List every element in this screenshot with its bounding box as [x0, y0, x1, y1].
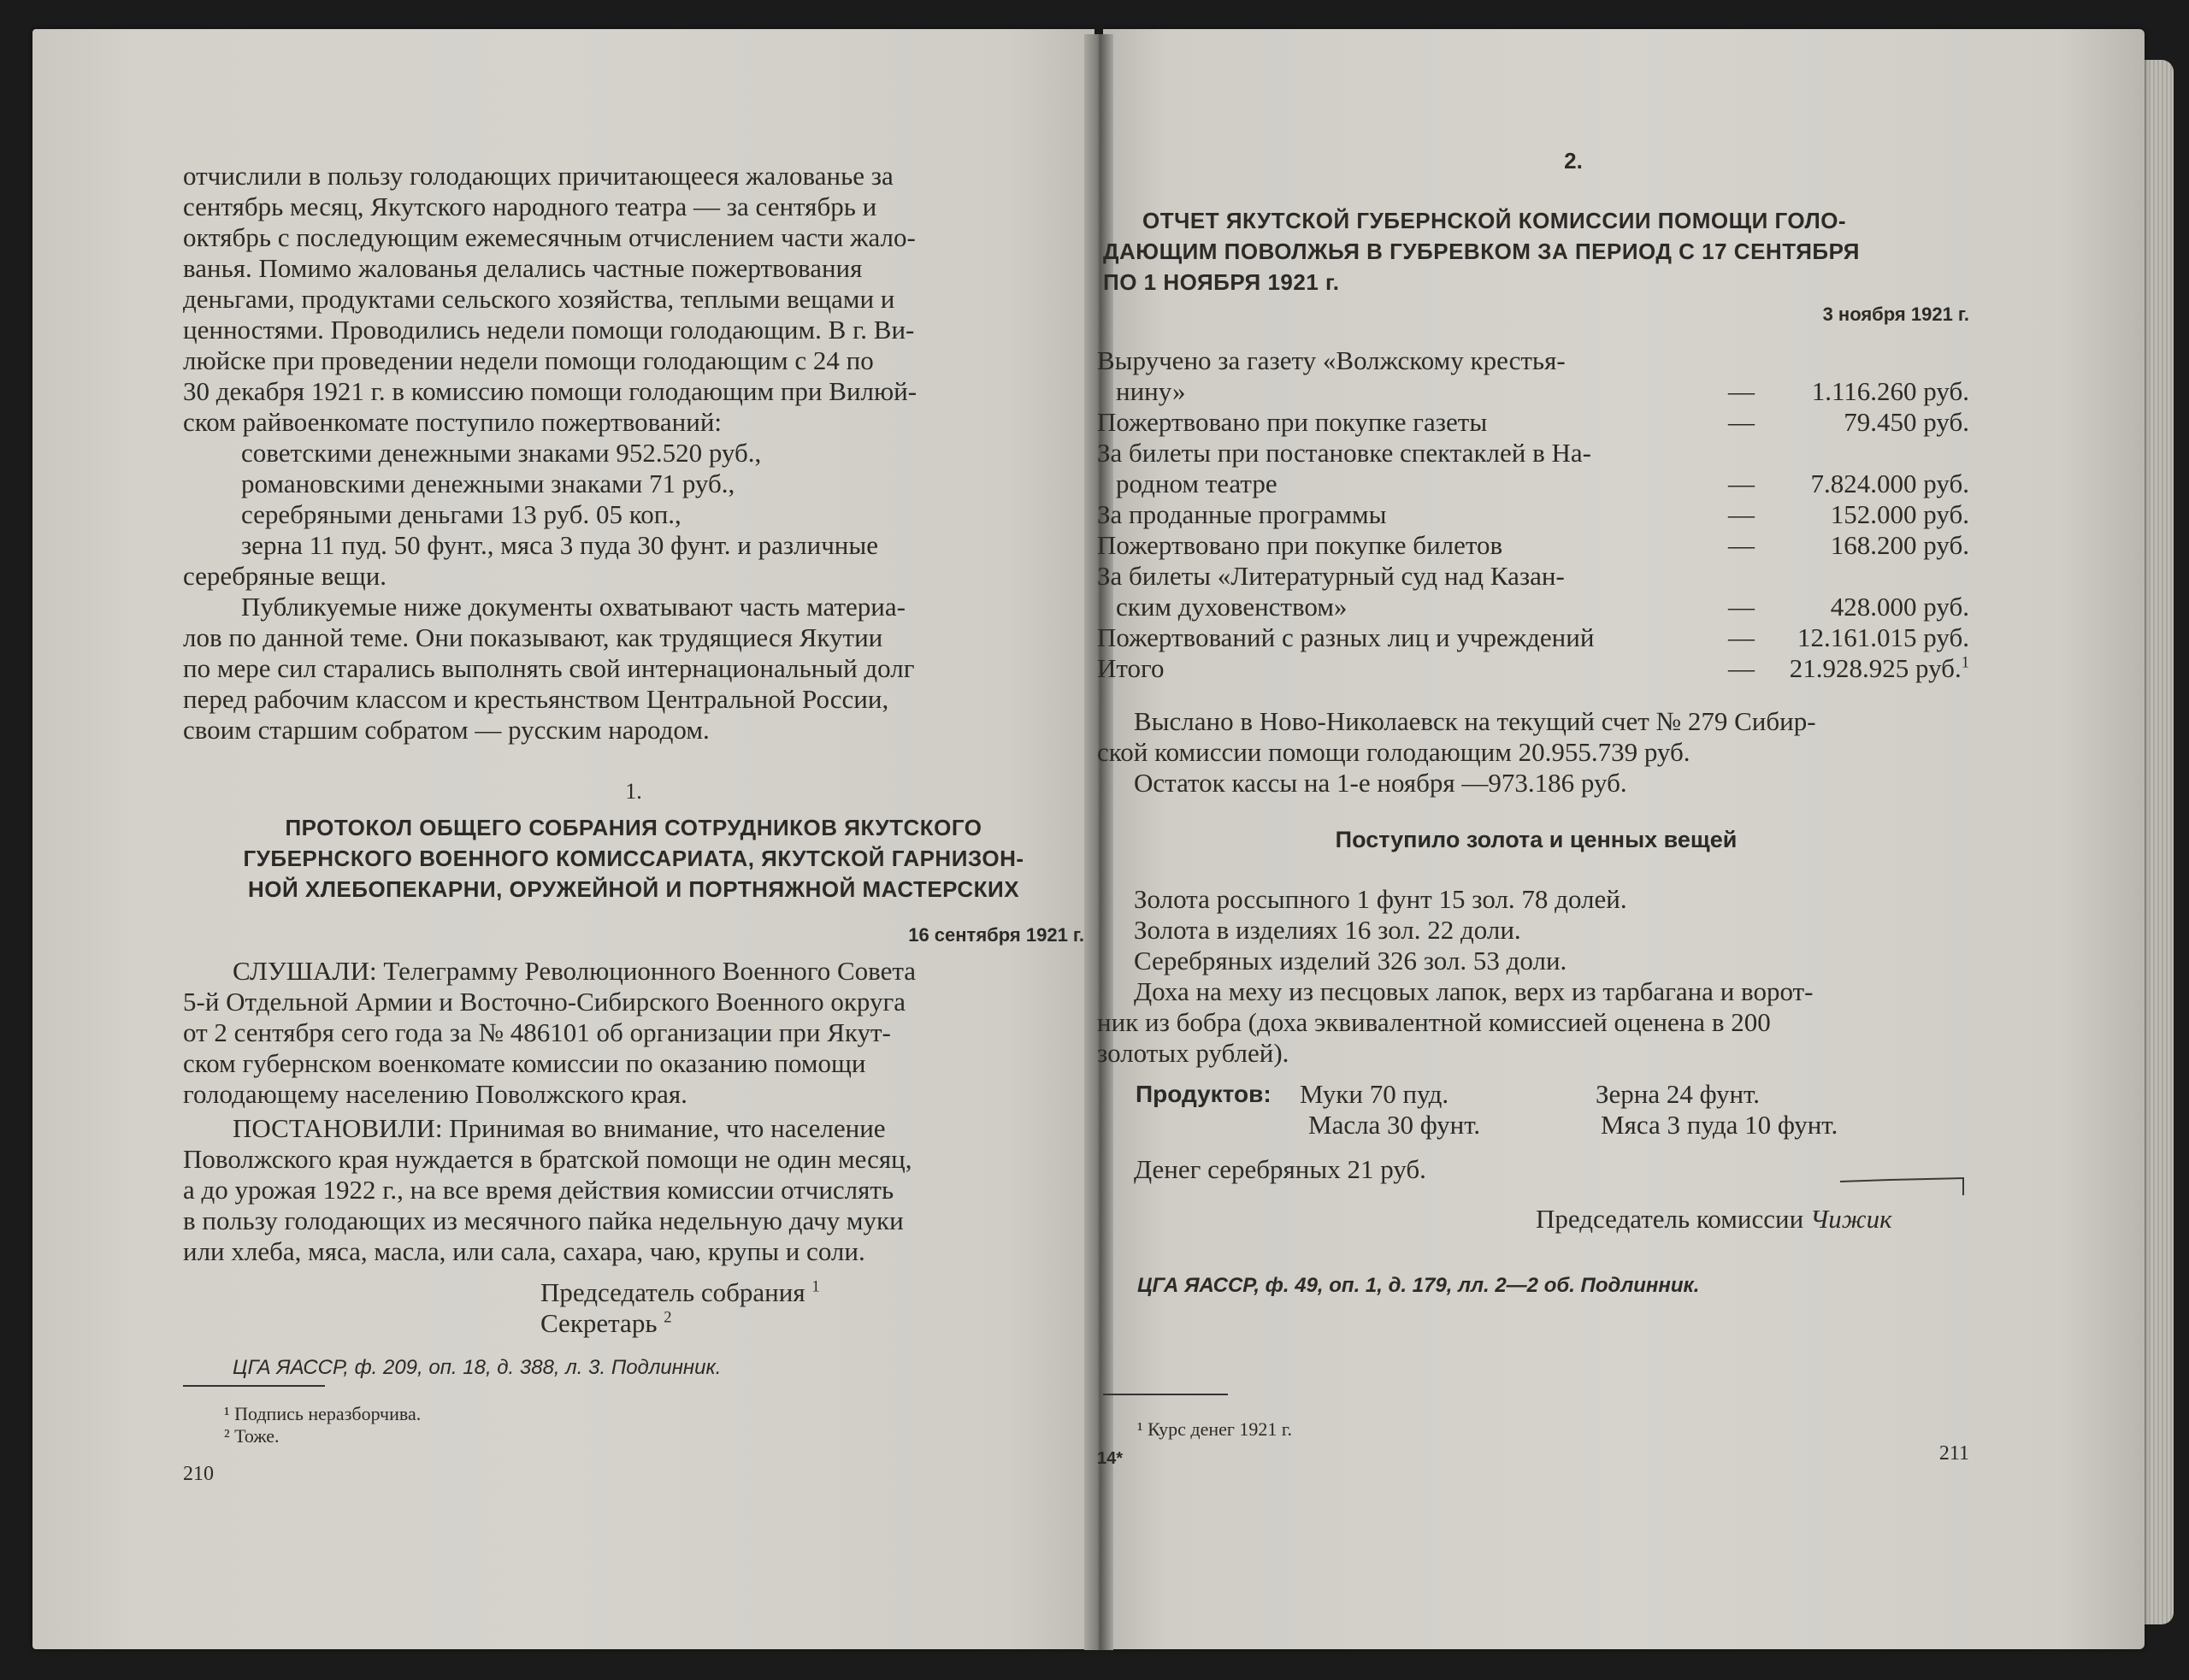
- text-line: Выслано в Ново-Николаевск на текущий счет № 279 Сибир-: [1134, 706, 1816, 736]
- text-line: Поволжского края нуждается в братской помощи не один месяц,: [183, 1144, 912, 1174]
- page-number: 211: [1938, 1442, 1969, 1465]
- row-dash: —: [1728, 407, 1755, 437]
- text-line: сентябрь месяц, Якутского народного театра — за сентябрь и: [183, 192, 877, 221]
- secretary-label: Секретарь: [540, 1308, 658, 1338]
- document-date: 3 ноября 1921 г.: [1822, 304, 1969, 325]
- text-line: Остаток кассы на 1-е ноября —973.186 руб.: [1134, 768, 1627, 798]
- chair-label: Председатель собрания: [540, 1277, 805, 1307]
- text-line: отчислили в пользу голодающих причитающееся жалованье за: [183, 161, 894, 191]
- row-amount: 12.161.015 руб.: [1797, 622, 1969, 652]
- row-label: Пожертвовано при покупке билетов: [1097, 530, 1503, 560]
- row-label: нину»: [1116, 376, 1186, 406]
- document-date: 16 сентября 1921 г.: [908, 924, 1084, 946]
- text-line: голодающему населению Поволжского края.: [183, 1079, 687, 1109]
- row-label: Выручено за газету «Волжскому крестья-: [1097, 345, 1566, 375]
- signature-mark: 14*: [1097, 1449, 1124, 1468]
- products-label: Продуктов:: [1136, 1081, 1272, 1107]
- gold-heading: Поступило золота и ценных вещей: [1335, 827, 1738, 852]
- document-number: 1.: [625, 779, 642, 804]
- product-item: Мяса 3 пуда 10 фунт.: [1601, 1110, 1838, 1140]
- row-dash: —: [1728, 469, 1755, 498]
- row-amount: 428.000 руб.: [1830, 592, 1969, 622]
- text-line: ском губернском военкомате комиссии по оказанию помощи: [183, 1048, 866, 1078]
- secretary-signature-line: [540, 1308, 672, 1339]
- row-dash: —: [1728, 592, 1755, 622]
- row-amount: 152.000 руб.: [1830, 499, 1969, 529]
- list-item: золотых рублей).: [1097, 1038, 1289, 1068]
- money-line: Денег серебряных 21 руб.: [1134, 1154, 1426, 1184]
- row-dash: —: [1728, 499, 1755, 529]
- product-item: Масла 30 фунт.: [1308, 1110, 1481, 1140]
- commission-chair-line: [1536, 1204, 1892, 1235]
- list-item: ник из бобра (доха эквивалентной комиссией оценена в 200: [1097, 1007, 1771, 1037]
- list-item: Серебряных изделий 326 зол. 53 доли.: [1134, 946, 1567, 976]
- title-line: НОЙ ХЛЕБОПЕКАРНИ, ОРУЖЕЙНОЙ И ПОРТНЯЖНОЙ МАСТЕРСКИХ: [247, 876, 1020, 902]
- text-line: 5-й Отдельной Армии и Восточно-Сибирского Военного округа: [183, 987, 906, 1017]
- signature-scribble: [1838, 1175, 1967, 1200]
- list-item: серебряные вещи.: [183, 561, 387, 591]
- text-line: 30 декабря 1921 г. в комиссию помощи голодающим при Вилюй-: [183, 376, 917, 406]
- chair-label: Председатель комиссии: [1536, 1204, 1804, 1234]
- text-line: лов по данной теме. Они показывают, как трудящиеся Якутии: [183, 622, 883, 652]
- document-number: 2.: [1564, 148, 1583, 174]
- chair-signature-line: [540, 1277, 820, 1308]
- row-label: Итого: [1097, 653, 1165, 683]
- row-dash: —: [1728, 376, 1755, 406]
- text-line: Публикуемые ниже документы охватывают часть материа-: [241, 592, 906, 622]
- text-line: по мере сил старались выполнять свой интернациональный долг: [183, 653, 915, 683]
- text-line: ской комиссии помощи голодающим 20.955.739 руб.: [1097, 737, 1690, 767]
- row-label: Пожертвований с разных лиц и учреждений: [1097, 622, 1595, 652]
- archive-source: ЦГА ЯАССР, ф. 209, оп. 18, д. 388, л. 3. Подлинник.: [233, 1356, 722, 1379]
- list-item: серебряными деньгами 13 руб. 05 коп.,: [241, 499, 681, 529]
- text-line: деньгами, продуктами сельского хозяйства, теплыми вещами и: [183, 284, 895, 314]
- row-amount: [1790, 653, 1969, 684]
- row-amount: 79.450 руб.: [1844, 407, 1969, 437]
- product-item: Муки 70 пуд.: [1300, 1079, 1449, 1109]
- chair-name: Чижик: [1809, 1204, 1892, 1234]
- page-number: 210: [183, 1463, 214, 1485]
- text-line: в пользу голодающих из месячного пайка недельную дачу муки: [183, 1205, 904, 1235]
- footnote: ² Тоже.: [224, 1425, 280, 1447]
- row-label: Пожертвовано при покупке газеты: [1097, 407, 1488, 437]
- row-label: За билеты при постановке спектаклей в На-: [1097, 438, 1591, 468]
- text-line: СЛУШАЛИ: Телеграмму Революционного Военного Совета: [233, 956, 917, 986]
- total-amount: 21.928.925 руб.: [1789, 653, 1962, 683]
- row-dash: —: [1728, 653, 1755, 683]
- title-line: ДАЮЩИМ ПОВОЛЖЬЯ В ГУБРЕВКОМ ЗА ПЕРИОД С 17 СЕНТЯБРЯ: [1103, 239, 1860, 264]
- row-amount: 168.200 руб.: [1830, 530, 1969, 560]
- list-item: Золота в изделиях 16 зол. 22 доли.: [1134, 915, 1521, 945]
- list-item: Золота россыпного 1 фунт 15 зол. 78 долей.: [1134, 884, 1627, 914]
- footnote-divider: [183, 1385, 325, 1387]
- row-label: За билеты «Литературный суд над Казан-: [1097, 561, 1565, 591]
- text-line: люйске при проведении недели помощи голодающим с 24 по: [183, 345, 874, 375]
- text-line: или хлеба, мяса, масла, или сала, сахара, чаю, крупы и соли.: [183, 1236, 865, 1266]
- product-item: Зерна 24 фунт.: [1596, 1079, 1761, 1109]
- text-line: ванья. Помимо жалованья делались частные пожертвования: [183, 253, 863, 283]
- row-dash: —: [1728, 622, 1755, 652]
- footnote-ref: 1: [811, 1277, 820, 1296]
- text-line: ском райвоенкомате поступило пожертвований:: [183, 407, 723, 437]
- text-line: своим старшим собратом — русским народом.: [183, 715, 710, 745]
- text-line: октябрь с последующим ежемесячным отчислением части жало-: [183, 222, 916, 252]
- row-label: ским духовенством»: [1116, 592, 1348, 622]
- list-item: романовскими денежными знаками 71 руб.,: [241, 469, 735, 498]
- title-line: ГУБЕРНСКОГО ВОЕННОГО КОМИССАРИАТА, ЯКУТСКОЙ ГАРНИЗОН-: [243, 846, 1024, 871]
- text-line: а до урожая 1922 г., на все время действия комиссии отчислять: [183, 1175, 894, 1205]
- text-line: перед рабочим классом и крестьянством Центральной России,: [183, 684, 889, 714]
- list-item: Доха на меху из песцовых лапок, верх из тарбагана и ворот-: [1134, 976, 1814, 1006]
- text-line: ПОСТАНОВИЛИ: Принимая во внимание, что население: [233, 1113, 886, 1143]
- text-line: от 2 сентября сего года за № 486101 об организации при Якут-: [183, 1017, 891, 1047]
- row-dash: —: [1728, 530, 1755, 560]
- footnote-ref: 2: [664, 1308, 672, 1327]
- footnote-divider: [1103, 1394, 1228, 1395]
- footnote: ¹ Курс денег 1921 г.: [1137, 1418, 1292, 1440]
- list-item: советскими денежными знаками 952.520 руб.,: [241, 438, 762, 468]
- title-line: ПРОТОКОЛ ОБЩЕГО СОБРАНИЯ СОТРУДНИКОВ ЯКУТСКОГО: [285, 815, 982, 840]
- title-line: ОТЧЕТ ЯКУТСКОЙ ГУБЕРНСКОЙ КОМИССИИ ПОМОЩИ ГОЛО-: [1142, 208, 1847, 233]
- row-label: За проданные программы: [1097, 499, 1387, 529]
- text-line: ценностями. Проводились недели помощи голодающим. В г. Ви-: [183, 315, 915, 345]
- archive-source: ЦГА ЯАССР, ф. 49, оп. 1, д. 179, лл. 2—2 об. Подлинник.: [1137, 1274, 1700, 1297]
- footnote: ¹ Подпись неразборчива.: [224, 1403, 422, 1424]
- row-amount: 1.116.260 руб.: [1811, 376, 1969, 406]
- footnote-ref: 1: [1961, 653, 1969, 672]
- title-line: ПО 1 НОЯБРЯ 1921 г.: [1103, 269, 1340, 295]
- row-amount: 7.824.000 руб.: [1810, 469, 1969, 498]
- row-label: родном театре: [1116, 469, 1277, 498]
- list-item: зерна 11 пуд. 50 фунт., мяса 3 пуда 30 фунт. и различные: [241, 530, 878, 560]
